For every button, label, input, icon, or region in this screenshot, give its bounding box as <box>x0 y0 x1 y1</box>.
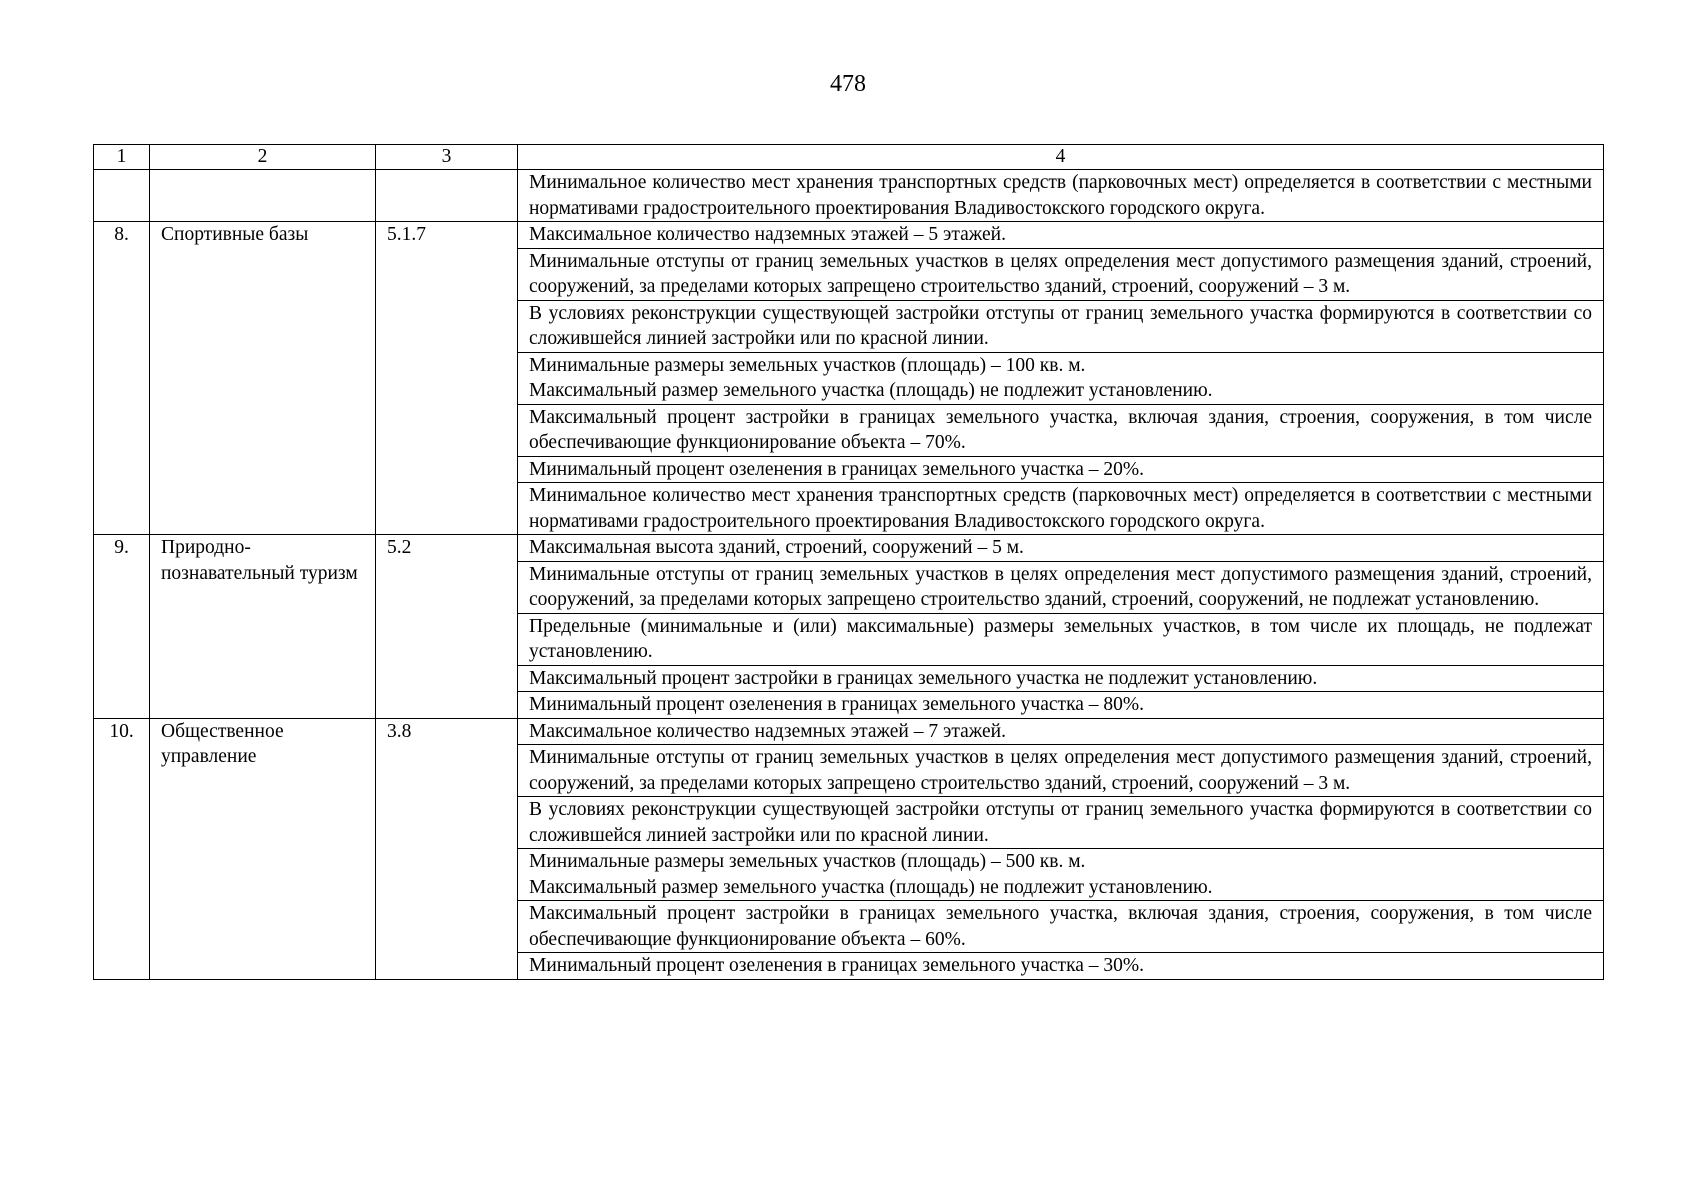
column-header-3: 3 <box>376 145 518 170</box>
use-type-code-cell <box>376 170 518 222</box>
parameter-cell: Минимальное количество мест хранения транспортных средств (парковочных мест) определяется в соответствии с местными нормативами градостроительного проектирования Владивостокского городского округа. <box>518 483 1604 535</box>
parameter-cell: Максимальный процент застройки в границах земельного участка не подлежит установлению. <box>518 665 1604 692</box>
parameter-cell: Минимальные отступы от границ земельных участков в целях определения мест допустимого размещения зданий, строений, сооружений, за пределами которых запрещено строительство зданий, строений, сооружений – 3 м. <box>518 248 1604 300</box>
table-row <box>94 222 1604 249</box>
parameter-cell: Минимальный процент озеленения в границах земельного участка – 20%. <box>518 456 1604 483</box>
use-type-name-cell: Спортивные базы <box>150 222 376 535</box>
table-body <box>94 145 1604 980</box>
table-row <box>94 718 1604 745</box>
page-number: 478 <box>830 71 866 97</box>
column-number-row <box>94 145 1604 170</box>
row-number-cell: 8. <box>94 222 150 535</box>
parameter-cell: Максимальный процент застройки в границах земельного участка, включая здания, строения, сооружения, в том числе обеспечивающие функционирование объекта – 60%. <box>518 901 1604 953</box>
parameter-cell: Минимальный процент озеленения в границах земельного участка – 80%. <box>518 692 1604 719</box>
table-row <box>94 535 1604 562</box>
parameter-cell: Минимальный процент озеленения в границах земельного участка – 30%. <box>518 953 1604 980</box>
parameter-cell: Максимальное количество надземных этажей – 5 этажей. <box>518 222 1604 249</box>
parameter-cell: Максимальный процент застройки в границах земельного участка, включая здания, строения, сооружения, в том числе обеспечивающие функционирование объекта – 70%. <box>518 404 1604 456</box>
row-number-cell: 9. <box>94 535 150 719</box>
regulations-table <box>93 144 1604 980</box>
parameter-cell: В условиях реконструкции существующей застройки отступы от границ земельного участка формируются в соответствии со сложившейся линией застройки или по красной линии. <box>518 300 1604 352</box>
parameter-cell: Минимальные отступы от границ земельных участков в целях определения мест допустимого размещения зданий, строений, сооружений, за пределами которых запрещено строительство зданий, строений, сооружений, не подлежат установлению. <box>518 561 1604 613</box>
parameter-cell: Минимальные размеры земельных участков (площадь) – 100 кв. м. Максимальный размер земельного участка (площадь) не подлежит установлению. <box>518 352 1604 404</box>
use-type-code-cell: 5.2 <box>376 535 518 719</box>
column-header-2: 2 <box>150 145 376 170</box>
parameter-cell: Максимальное количество надземных этажей – 7 этажей. <box>518 718 1604 745</box>
use-type-name-cell <box>150 170 376 222</box>
parameter-cell: Минимальные отступы от границ земельных участков в целях определения мест допустимого размещения зданий, строений, сооружений, за пределами которых запрещено строительство зданий, строений, сооружений – 3 м. <box>518 745 1604 797</box>
column-header-4: 4 <box>518 145 1604 170</box>
use-type-code-cell: 5.1.7 <box>376 222 518 535</box>
use-type-code-cell: 3.8 <box>376 718 518 979</box>
parameter-cell: Предельные (минимальные и (или) максимальные) размеры земельных участков, в том числе их площадь, не подлежат установлению. <box>518 613 1604 665</box>
use-type-name-cell: Общественное управление <box>150 718 376 979</box>
use-type-name-cell: Природно-познавательный туризм <box>150 535 376 719</box>
parameter-cell: Минимальное количество мест хранения транспортных средств (парковочных мест) определяется в соответствии с местными нормативами градостроительного проектирования Владивостокского городского округа. <box>518 170 1604 222</box>
table-row <box>94 170 1604 222</box>
parameter-cell: Максимальная высота зданий, строений, сооружений – 5 м. <box>518 535 1604 562</box>
row-number-cell: 10. <box>94 718 150 979</box>
column-header-1: 1 <box>94 145 150 170</box>
row-number-cell <box>94 170 150 222</box>
parameter-cell: Минимальные размеры земельных участков (площадь) – 500 кв. м. Максимальный размер земельного участка (площадь) не подлежит установлению. <box>518 849 1604 901</box>
parameter-cell: В условиях реконструкции существующей застройки отступы от границ земельного участка формируются в соответствии со сложившейся линией застройки или по красной линии. <box>518 797 1604 849</box>
